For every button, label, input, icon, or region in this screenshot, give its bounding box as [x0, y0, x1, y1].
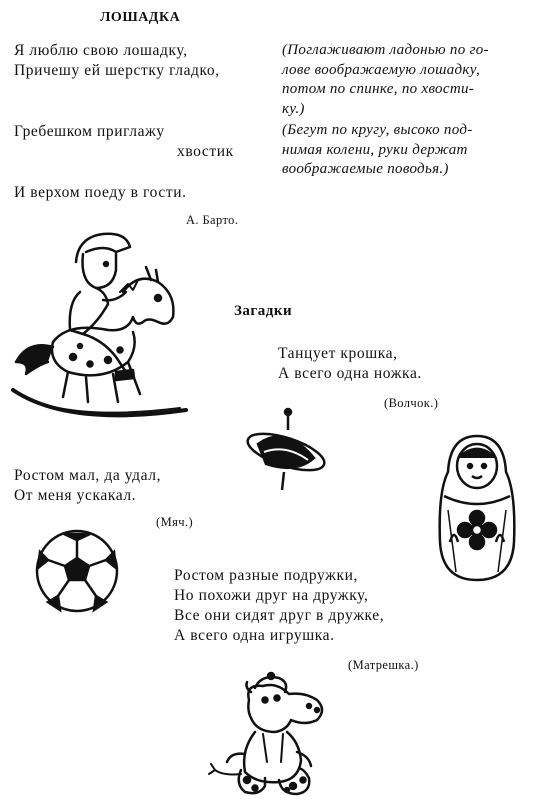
riddle-line: А всего одна игрушка.: [174, 627, 335, 644]
riddle-2-text: [14, 466, 161, 506]
riddle-line: Танцует крошка,: [278, 345, 398, 362]
poem-author: А. Барто.: [186, 213, 239, 227]
spinning-top-illustration: [236, 404, 328, 494]
matryoshka-illustration: [430, 432, 524, 584]
boy-rocking-horse-illustration: [8, 222, 193, 427]
direction-line: нимая колени, руки держат: [282, 141, 468, 158]
direction-line: (Бегут по кругу, высоко под-: [282, 122, 473, 138]
riddle-line: Но похожи друг на дружку,: [174, 587, 369, 604]
riddle-line: А всего одна ножка.: [278, 365, 422, 382]
poem-directions-1: [282, 41, 489, 119]
poem-line: хвостик: [177, 143, 234, 160]
matryoshka-icon: [430, 432, 524, 584]
poem-stanza-1: [14, 41, 220, 81]
poem-title: ЛОШАДКА: [100, 10, 181, 25]
spinning-top-icon: [236, 404, 328, 494]
riddle-1-answer: (Волчок.): [384, 396, 439, 410]
riddle-2-answer: (Мяч.): [156, 515, 194, 529]
direction-line: воображаемые поводья.): [282, 161, 449, 177]
riddle-3-answer: (Матрешка.): [348, 658, 419, 672]
direction-line: лове воображаемую лошадку,: [282, 61, 481, 78]
rocking-horse-icon: [8, 222, 193, 427]
poem-directions-2: [282, 121, 473, 180]
direction-line: ку.): [282, 100, 305, 117]
direction-line: потом по спинке, по хвости-: [282, 81, 475, 97]
hippo-illustration: [205, 670, 340, 798]
poem-line-last: И верхом поеду в гости.: [14, 184, 187, 201]
poem-line: Я люблю свою лошадку,: [14, 42, 188, 59]
poem-line: Причешу ей шерстку гладко,: [14, 62, 220, 79]
hippo-toy-icon: [205, 670, 340, 798]
soccer-ball-icon: [34, 528, 120, 614]
poem-line: Гребешком приглажу: [14, 123, 165, 140]
riddles-heading: Загадки: [234, 303, 293, 319]
ball-illustration: [34, 528, 120, 614]
poem-stanza-2: [14, 122, 234, 162]
riddle-1-text: [278, 344, 422, 384]
direction-line: (Поглаживают ладонью по го-: [282, 42, 489, 58]
riddle-line: Ростом разные подружки,: [174, 567, 358, 584]
riddle-line: Все они сидят друг в дружке,: [174, 607, 385, 624]
riddle-line: Ростом мал, да удал,: [14, 467, 162, 484]
riddle-3-text: [174, 566, 384, 646]
riddle-line: От меня ускакал.: [14, 487, 137, 504]
